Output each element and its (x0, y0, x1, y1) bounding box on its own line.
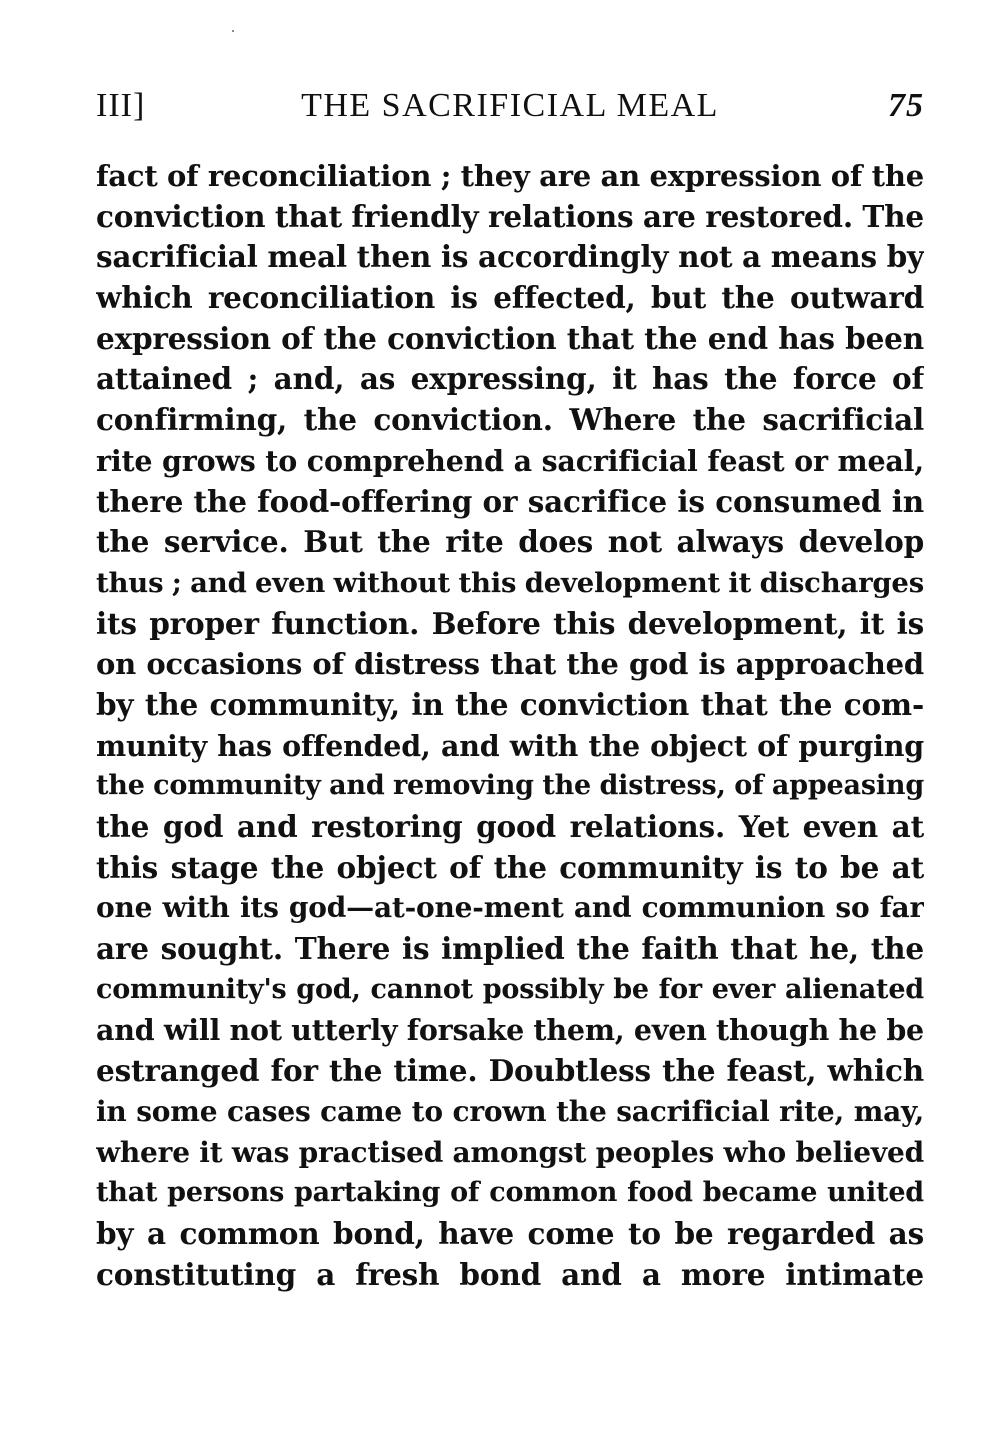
text-line: sacrificial meal then is accordingly not a means by (96, 239, 924, 275)
text-line: attained ; and, as expressing, it has the force of (96, 361, 924, 397)
text-line: in some cases came to crown the sacrificial rite, may, (96, 1094, 924, 1128)
text-line: which reconciliation is effected, but the outward (96, 280, 924, 316)
chapter-number: III] (96, 87, 146, 124)
text-line: community's god, cannot possibly be for ever alienated (96, 973, 924, 1005)
text-line: this stage the object of the community is to be at (96, 849, 924, 885)
text-line: the god and restoring good relations. Yet even at (96, 809, 924, 844)
text-line: the service. But the rite does not always develop (96, 524, 924, 560)
text-line: confirming, the conviction. Where the sacrificial (96, 402, 924, 438)
text-line: by a common bond, have come to be regarded as (96, 1215, 924, 1251)
text-line: the community and removing the distress, of appeasing (96, 770, 924, 802)
text-line: munity has offended, and with the object of purging (96, 728, 924, 763)
text-line: its proper function. Before this development, it is (96, 605, 924, 641)
text-line: that persons partaking of common food became united (96, 1177, 924, 1209)
text-line: on occasions of distress that the god is approached (96, 647, 924, 682)
text-line: estranged for the time. Doubtless the feast, which (96, 1053, 924, 1089)
text-line: and will not utterly forsake them, even though he be (96, 1013, 924, 1048)
running-head (96, 84, 924, 128)
text-line: where it was practised amongst peoples who believed (96, 1135, 924, 1169)
text-line: thus ; and even without this development it discharges (96, 566, 924, 599)
text-line: fact of reconciliation ; they are an expression of the (96, 159, 924, 193)
text-line: conviction that friendly relations are restored. The (96, 198, 924, 234)
text-line: are sought. There is implied the faith that he, the (96, 931, 924, 967)
text-line: one with its god—at-one-ment and communion so far (96, 891, 924, 925)
text-line: rite grows to comprehend a sacrificial feast or meal, (96, 443, 924, 478)
text-line: expression of the conviction that the end has been (96, 320, 924, 356)
text-line: constituting a fresh bond and a more intimate (96, 1256, 924, 1292)
paper-speck (232, 30, 234, 32)
text-line: by the community, in the conviction that the com- (96, 686, 924, 722)
text-line: there the food-offering or sacrifice is consumed in (96, 483, 924, 519)
page-number: 75 (888, 87, 924, 124)
page-title: THE SACRIFICIAL MEAL (301, 87, 719, 124)
body-text (96, 156, 924, 1295)
